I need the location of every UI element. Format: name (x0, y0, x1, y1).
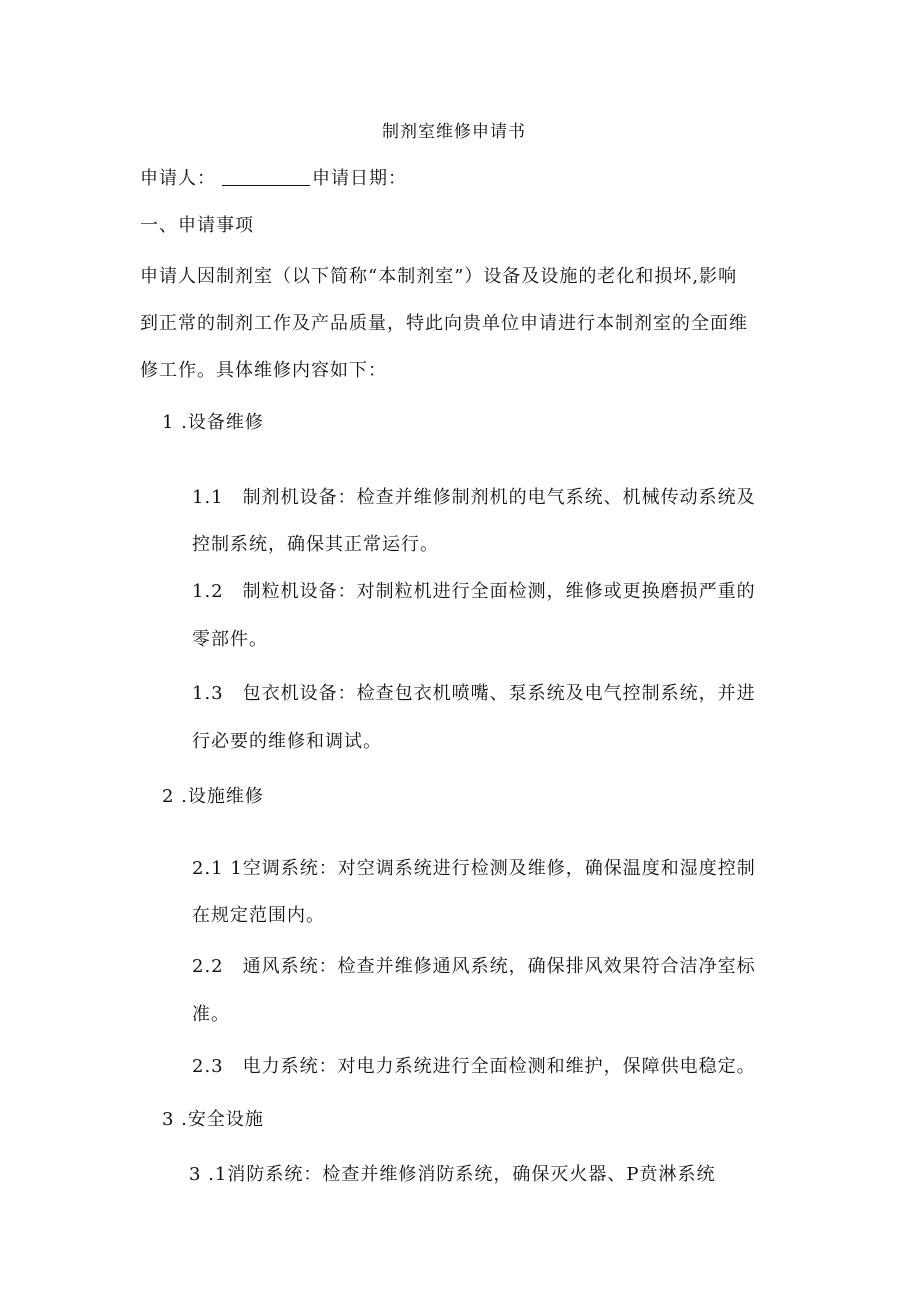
item-text: 零部件。 (192, 629, 268, 650)
intro-line: 修工作。具体维修内容如下： (140, 360, 387, 381)
item-heading: 1 .设备维修 (162, 412, 264, 433)
item-text: 在规定范围内。 (192, 905, 325, 926)
item-text: 准。 (192, 1004, 230, 1025)
applicant-label: 申请人： (140, 168, 216, 189)
intro-line: 到正常的制剂工作及产品质量，特此向贵单位申请进行本制剂室的全面维 (140, 313, 748, 334)
item-text: 2.3 电力系统：对电力系统进行全面检测和维护，保障供电稳定。 (192, 1056, 756, 1077)
item-text: 1.1 制剂机设备：检查并维修制剂机的电气系统、机械传动系统及 (192, 487, 756, 508)
item-text: 控制系统，确保其正常运行。 (192, 534, 439, 555)
item-text: 3 .1消防系统：检查并维修消防系统，确保灭火器、P贲淋系统 (189, 1164, 716, 1185)
applicant-blank (222, 167, 310, 186)
item-text: 行必要的维修和调试。 (192, 731, 382, 752)
apply-date-label: 申请日期： (312, 168, 407, 189)
item-text: 1.3 包衣机设备：检查包衣机喷嘴、泵系统及电气控制系统，并进 (192, 683, 756, 704)
intro-line: 申请人因制剂室（以下简称“本制剂室”）设备及设施的老化和损坏,影响 (140, 266, 738, 287)
applicant-line (140, 167, 407, 191)
section-heading: 一、申请事项 (140, 215, 254, 236)
item-heading: 2 .设施维修 (162, 786, 264, 807)
item-text: 2.1 1空调系统：对空调系统进行检测及维修，确保温度和湿度控制 (192, 858, 756, 879)
item-text: 2.2 通风系统：检查并维修通风系统，确保排风效果符合洁净室标 (192, 956, 756, 977)
item-text: 1.2 制粒机设备：对制粒机进行全面检测，维修或更换磨损严重的 (192, 581, 756, 602)
item-heading: 3 .安全设施 (162, 1109, 264, 1130)
document-title: 制剂室维修申请书 (382, 122, 526, 142)
